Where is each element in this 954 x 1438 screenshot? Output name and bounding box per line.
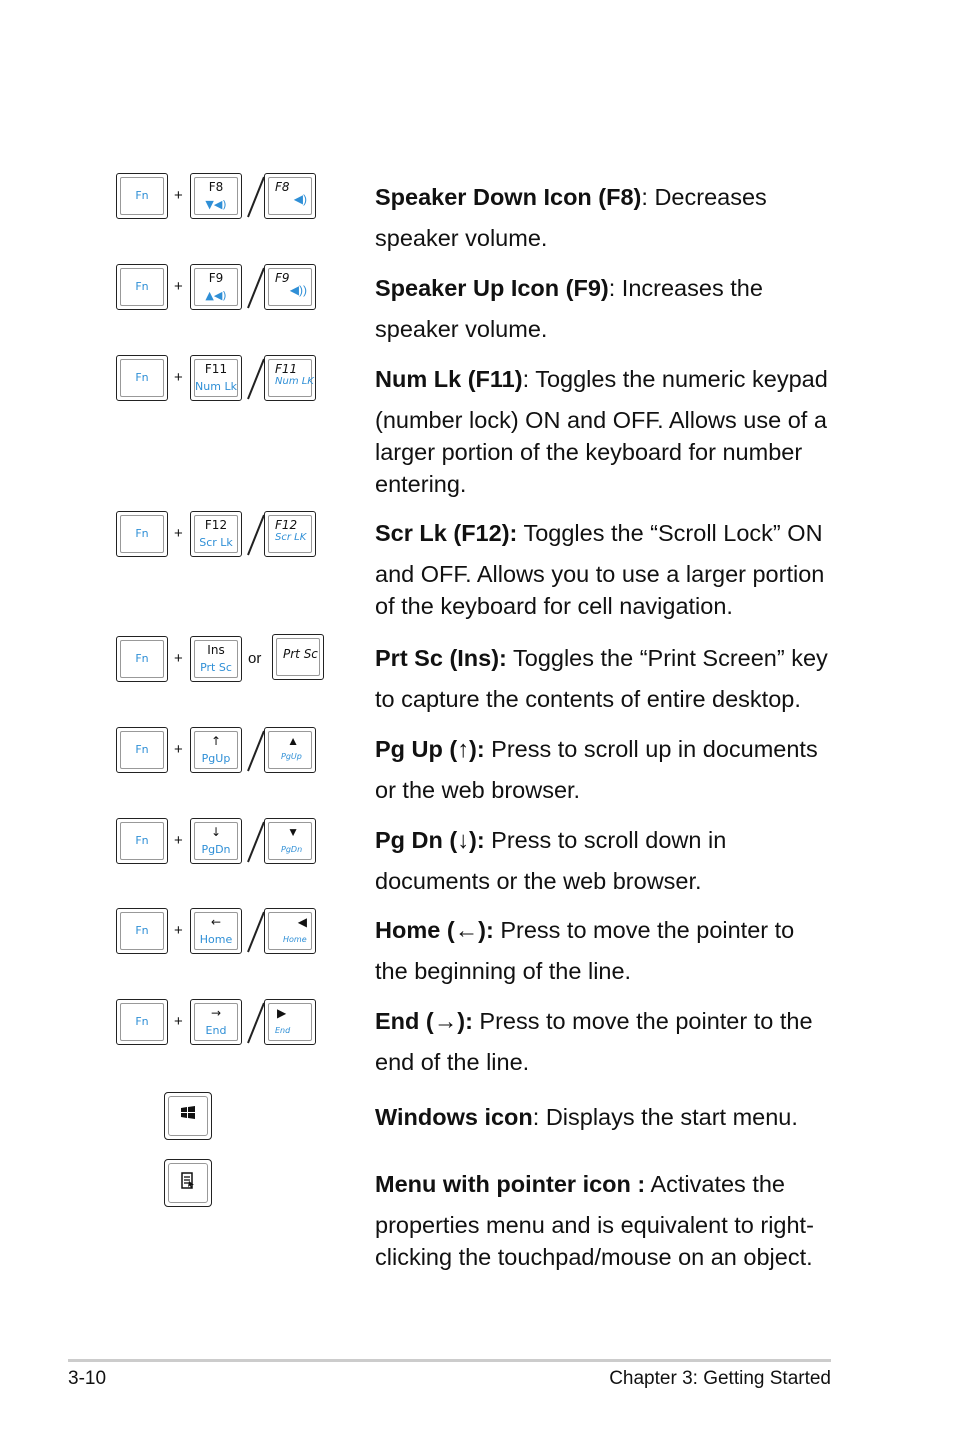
- pgdn-key: ↓ PgDn: [190, 818, 242, 864]
- slash-divider: [244, 818, 266, 864]
- f9-alt-key: F9 ◀)): [264, 264, 316, 310]
- up-arrow-icon: ▲: [287, 734, 299, 748]
- end-alt-key: ▶ End: [264, 999, 316, 1045]
- windows-key: [164, 1092, 212, 1140]
- footer-divider: [68, 1359, 831, 1362]
- fn-key: Fn: [116, 908, 168, 954]
- description: Windows icon: Displays the start menu.: [375, 1104, 798, 1130]
- fn-key: Fn: [116, 511, 168, 557]
- key-combo: [116, 999, 346, 1047]
- key-combo: [116, 727, 346, 775]
- plus-sign: +: [174, 1013, 183, 1030]
- f12-alt-key: F12 Scr LK: [264, 511, 316, 557]
- key-combo: [116, 511, 346, 559]
- fn-key: Fn: [116, 818, 168, 864]
- f8-alt-key: F8 ◀): [264, 173, 316, 219]
- or-label: or: [248, 650, 262, 667]
- key-combo: [116, 636, 346, 684]
- key-combo: [116, 908, 346, 956]
- plus-sign: +: [174, 741, 183, 758]
- fn-key: Fn: [116, 636, 168, 682]
- prt-sc-key: Prt Sc: [272, 634, 324, 680]
- description: Pg Dn (↓): Press to scroll down in documents or the web browser.: [375, 827, 727, 894]
- slash-divider: [244, 727, 266, 773]
- key-combo: [116, 818, 346, 866]
- fn-key: Fn: [116, 999, 168, 1045]
- plus-sign: +: [174, 650, 183, 667]
- description: Pg Up (↑): Press to scroll up in documents or the web browser.: [375, 736, 818, 803]
- down-arrow-icon: ▼: [287, 825, 299, 839]
- f9-key: F9 ▲◀): [190, 264, 242, 310]
- home-alt-key: ◀ Home: [264, 908, 316, 954]
- plus-sign: +: [174, 278, 183, 295]
- plus-sign: +: [174, 369, 183, 386]
- slash-divider: [244, 511, 266, 557]
- key-combo: [116, 264, 346, 312]
- description: Speaker Down Icon (F8): Decreases speaker volume.: [375, 184, 767, 251]
- description: Num Lk (F11): Toggles the numeric keypad (number lock) ON and OFF. Allows use of a larger portion of the keyboard for number entering.: [375, 366, 828, 497]
- fn-key: Fn: [116, 173, 168, 219]
- menu-key: [164, 1159, 212, 1207]
- slash-divider: [244, 264, 266, 310]
- f11-key: F11 Num Lk: [190, 355, 242, 401]
- plus-sign: +: [174, 187, 183, 204]
- fn-key: Fn: [116, 264, 168, 310]
- f12-key: F12 Scr Lk: [190, 511, 242, 557]
- slash-divider: [244, 355, 266, 401]
- key-combo: [116, 173, 346, 221]
- fn-key: Fn: [116, 727, 168, 773]
- end-key: → End: [190, 999, 242, 1045]
- right-arrow-icon: ▶: [277, 1006, 287, 1020]
- speaker-icon: ◀): [293, 192, 307, 206]
- menu-pointer-icon: [165, 1172, 211, 1195]
- slash-divider: [244, 173, 266, 219]
- ins-key: Ins Prt Sc: [190, 636, 242, 682]
- description: End (→): Press to move the pointer to the end of the line.: [375, 1008, 813, 1075]
- chapter-title: Chapter 3: Getting Started: [609, 1368, 831, 1389]
- description: Scr Lk (F12): Toggles the “Scroll Lock” ON and OFF. Allows you to use a larger portion of the keyboard for cell navigation.: [375, 520, 825, 619]
- home-key: ← Home: [190, 908, 242, 954]
- key-combo: [116, 355, 346, 403]
- page-number: 3-10: [68, 1368, 107, 1389]
- description: Speaker Up Icon (F9): Increases the speaker volume.: [375, 275, 763, 342]
- plus-sign: +: [174, 525, 183, 542]
- pgup-alt-key: ▲ PgUp: [264, 727, 316, 773]
- f8-key: F8 ▼◀): [190, 173, 242, 219]
- description: Prt Sc (Ins): Toggles the “Print Screen” key to capture the contents of entire desktop.: [375, 645, 828, 712]
- f11-alt-key: F11 Num LK: [264, 355, 316, 401]
- description: Home (←): Press to move the pointer to the beginning of the line.: [375, 917, 795, 984]
- fn-key: Fn: [116, 355, 168, 401]
- speaker-icon: ◀)): [289, 283, 307, 297]
- slash-divider: [244, 999, 266, 1045]
- pgdn-alt-key: ▼ PgDn: [264, 818, 316, 864]
- plus-sign: +: [174, 832, 183, 849]
- plus-sign: +: [174, 922, 183, 939]
- slash-divider: [244, 908, 266, 954]
- left-arrow-icon: ◀: [297, 915, 307, 929]
- windows-logo-icon: [165, 1105, 211, 1126]
- pgup-key: ↑ PgUp: [190, 727, 242, 773]
- description: Menu with pointer icon : Activates the properties menu and is equivalent to right-clicking the touchpad/mouse on an object.: [375, 1171, 814, 1270]
